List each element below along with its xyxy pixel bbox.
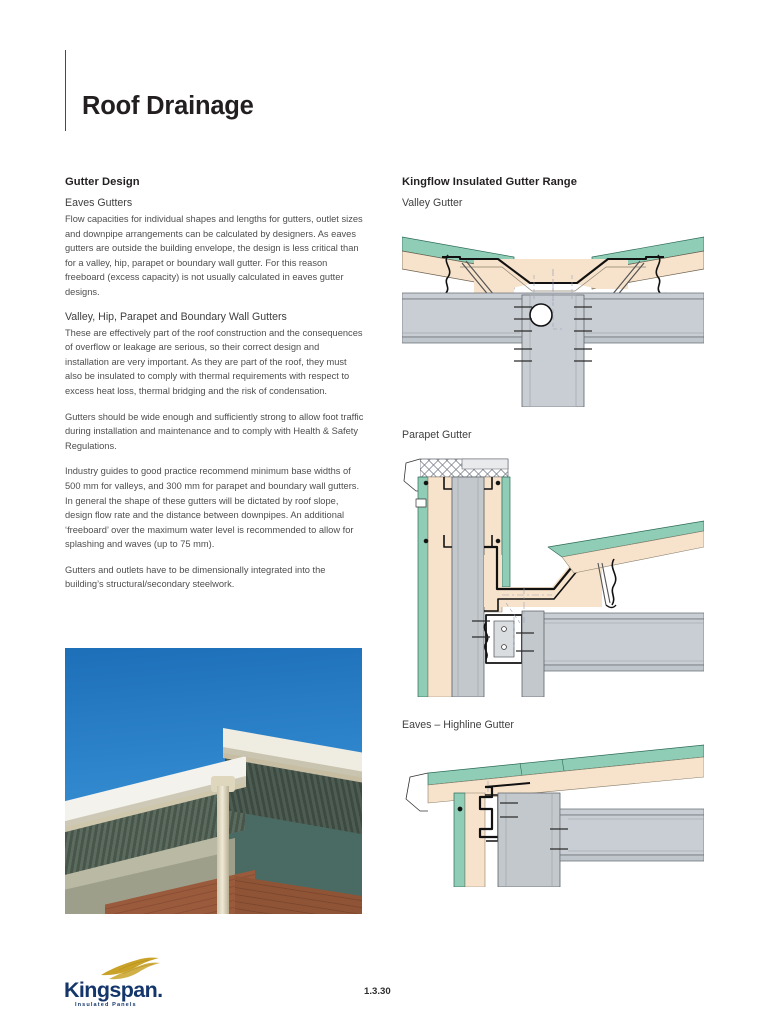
valley-paragraph-4: Gutters and outlets have to be dimensionally integrated into the building’s structural/secondary steelwork. [65,564,326,590]
eaves-gutters-heading: Eaves Gutters [65,197,133,209]
eaves-highline-gutter-diagram [402,737,704,887]
kingspan-tagline: Insulated Panels [75,1002,137,1008]
page-title: Roof Drainage [82,92,254,120]
kingspan-logo [64,958,184,1014]
valley-gutter-diagram [402,215,704,407]
eaves-highline-gutter-caption: Eaves – Highline Gutter [402,719,514,731]
left-column [65,176,365,603]
right-column [402,176,704,887]
title-block [65,50,685,136]
valley-paragraph-1: These are effectively part of the roof construction and the consequences of overflow or leakage are serious, so their correct design and installation are very important. As they are part of the roof, they must also be insulated to comply with thermal requirements with respect to excess heat loss, thermal bridging and the risk of condensation. [65,327,363,396]
valley-gutter-caption: Valley Gutter [402,197,463,209]
kingflow-range-heading: Kingflow Insulated Gutter Range [402,176,577,188]
photo-canvas [65,648,362,914]
gutter-design-heading: Gutter Design [65,176,140,188]
parapet-gutter-diagram [402,447,704,697]
kingspan-wordmark: Kingspan. [64,978,163,1002]
page-number: 1.3.30 [364,986,391,997]
page-footer [0,958,768,1024]
valley-paragraph-3: Industry guides to good practice recommend minimum base widths of 500 mm for valleys, and 300 mm for parapet and boundary wall gutters. In general the shape of these gutters will be dictated by roof slope, design flow rate and the distance between downpipes. An additional ‘freeboard’ over the maximum water level is recommended to allow for splashing and waves (up to 75 mm). [65,466,360,550]
photo-downpipe [217,786,229,914]
eaves-gutter-photograph [65,648,362,914]
parapet-gutter-caption: Parapet Gutter [402,429,472,441]
title-vertical-rule [65,50,66,131]
valley-hip-parapet-heading: Valley, Hip, Parapet and Boundary Wall Gutters [65,310,287,323]
eaves-gutters-paragraph-1: Flow capacities for individual shapes and lengths for gutters, outlet sizes and downpipe arrangements can be calculated by designers. As eaves gutters are outside the building envelope, the design is less critical than for a valley, hip, parapet or boundary wall gutter. For this reason freeboard (excess capacity) is not usually calculated in eaves gutter designs. [65,214,363,297]
valley-paragraph-2: Gutters should be wide enough and sufficiently strong to allow foot traffic during installation and maintenance and to comply with Health & Safety Regulations. [65,411,364,451]
